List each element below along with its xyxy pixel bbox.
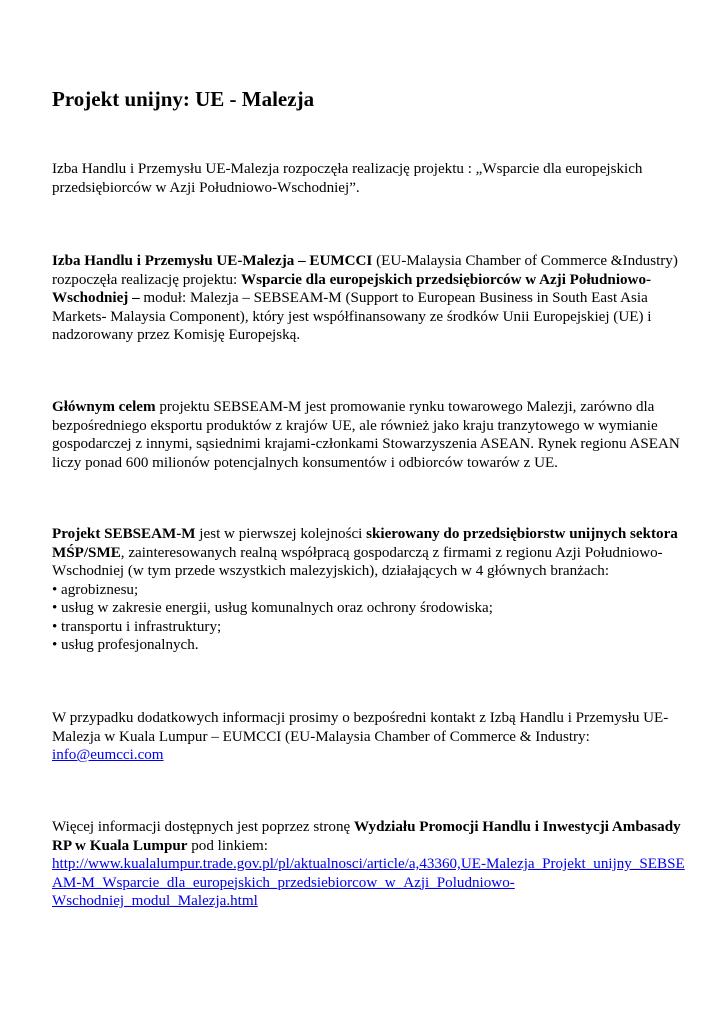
contact-line-3 [52, 746, 667, 765]
chamber-started: rozpoczęła realizację projektu: [52, 271, 241, 288]
goal-line-4: liczy ponad 600 milionów potencjalnych konsumentów i odbiorców towarów z UE. [52, 454, 558, 471]
goal-line-1 [52, 398, 667, 417]
goal-paragraph [52, 398, 680, 472]
target-plain-a: jest w pierwszej kolejności [195, 526, 367, 542]
article-link-line-3[interactable]: Wschodniej_modul_Malezja.html [52, 893, 258, 909]
contact-paragraph [52, 709, 667, 765]
target-plain-b: , zainteresowanych realną współpracą gospodarczą z firmami z regionu Azji Południowo- [120, 544, 663, 561]
contact-line-1: W przypadku dodatkowych informacji prosimy o bezpośredni kontakt z Izbą Handlu i Przemysłu UE- [52, 710, 669, 726]
target-paragraph [52, 525, 678, 655]
target-line-3: Wschodniej (w tym przede wszystkich malezyjskich), działających w 4 głównych branżach: [52, 563, 610, 579]
list-item: • usług profesjonalnych. [52, 637, 199, 653]
article-link-line-2[interactable]: AM-M_Wsparcie_dla_europejskich_przedsiebiorcow_w_Azji_Poludniowo- [52, 874, 515, 891]
intro-line-1: Izba Handlu i Przemysłu UE-Malezja rozpoczęła realizację projektu : „Wsparcie dla europejskich [52, 161, 643, 177]
more-info-line-2 [52, 837, 667, 856]
goal-line-3: gospodarczej z innymi, sąsiednimi krajami-członkami Stowarzyszenia ASEAN. Rynek regionu ASEAN [52, 436, 680, 452]
more-info-plain-b: pod linkiem: [187, 837, 268, 854]
more-info-bold-b: RP w Kuala Lumpur [52, 837, 188, 854]
chamber-line-1 [52, 252, 678, 271]
more-info-paragraph [52, 818, 685, 911]
goal-line-2: bezpośredniego eksportu produktów z krajów UE, ale również jako kraju tranzytowego w wymianie [52, 417, 658, 434]
contact-line-2: Malezja w Kuala Lumpur – EUMCCI (EU-Malaysia Chamber of Commerce & Industry: [52, 728, 590, 745]
target-line-2 [52, 544, 667, 563]
email-link[interactable]: info@eumcci.com [52, 747, 164, 763]
target-bold-b: skierowany do przedsiębiorstw unijnych sektora [366, 526, 678, 542]
list-item: • agrobiznesu; [52, 581, 139, 598]
intro-line-2: przedsiębiorców w Azji Południowo-Wschodniej”. [52, 179, 360, 196]
more-info-line-1 [52, 818, 681, 837]
list-item: • usług w zakresie energii, usług komunalnych oraz ochrony środowiska; [52, 600, 493, 616]
list-item: • transportu i infrastruktury; [52, 618, 222, 635]
project-name-bold-b: Wschodniej – [52, 290, 140, 306]
target-bold-c: MŚP/SME [52, 544, 121, 561]
chamber-line-5: nadzorowany przez Komisję Europejską. [52, 327, 301, 343]
chamber-line-3 [52, 289, 667, 308]
more-info-plain-a: Więcej informacji dostępnych jest poprzez stronę [52, 819, 354, 835]
chamber-name-en: (EU-Malaysia Chamber of Commerce &Industry) [372, 253, 678, 269]
chamber-line-2 [52, 271, 667, 290]
goal-bold: Głównym celem [52, 399, 156, 415]
chamber-name: Izba Handlu i Przemysłu UE-Malezja – EUMCCI [52, 253, 373, 269]
target-line-1 [52, 525, 678, 544]
target-bold-a: Projekt SEBSEAM-M [52, 526, 196, 542]
chamber-line-4: Markets- Malaysia Component), który jest współfinansowany ze środków Unii Europejskiej (UE) i [52, 308, 652, 325]
page-title: Projekt unijny: UE - Malezja [52, 87, 315, 111]
chamber-paragraph [52, 252, 678, 345]
article-link-line-1[interactable]: http://www.kualalumpur.trade.gov.pl/pl/aktualnosci/article/a,43360,UE-Malezja_Projekt_unijny_SEBSE [52, 856, 685, 872]
chamber-module: moduł: Malezja – SEBSEAM-M (Support to European Business in South East Asia [139, 290, 648, 306]
intro-paragraph [52, 160, 667, 197]
more-info-bold-a: Wydziału Promocji Handlu i Inwestycji Ambasady [354, 819, 681, 835]
project-name-bold-a: Wsparcie dla europejskich przedsiębiorców w Azji Południowo- [240, 271, 652, 288]
goal-line-1-rest: projektu SEBSEAM-M jest promowanie rynku towarowego Malezji, zarówno dla [155, 399, 655, 415]
